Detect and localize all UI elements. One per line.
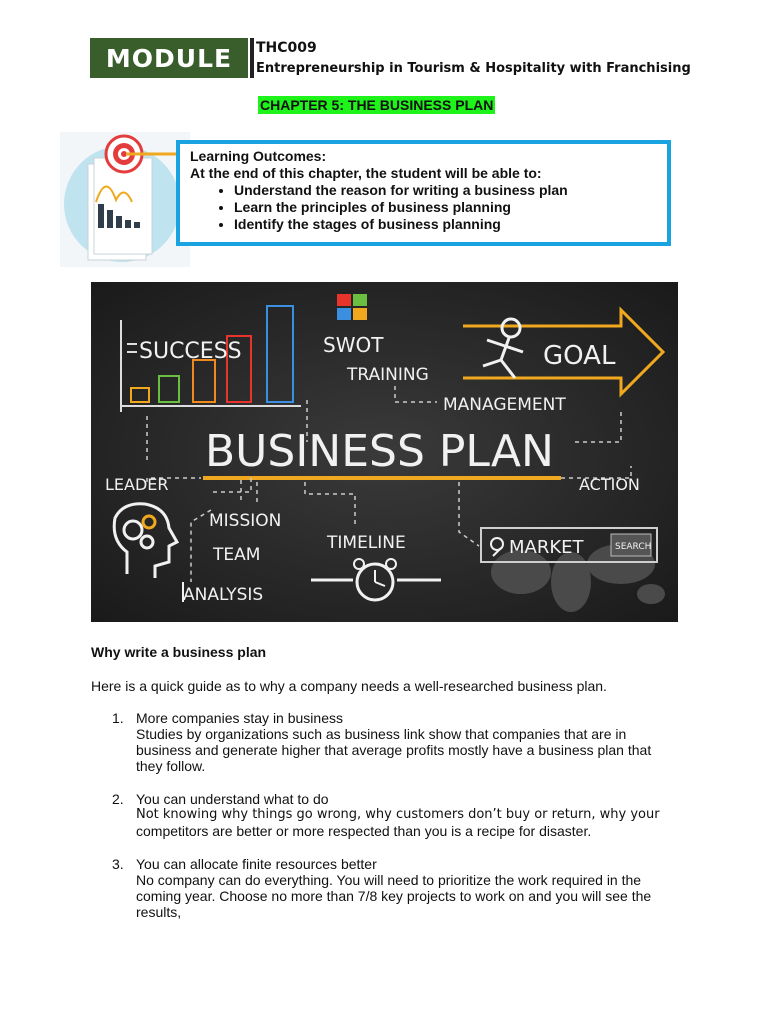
- section-title: Why write a business plan: [91, 644, 267, 660]
- course-title: Entrepreneurship in Tourism & Hospitality with Franchising: [256, 61, 691, 76]
- word-mission: MISSION: [209, 511, 282, 531]
- word-goal: GOAL: [543, 341, 616, 371]
- list-number: 3.: [112, 856, 124, 872]
- reason-desc: No company can do everything. You will need to prioritize the work required in the coming year. Choose no more than 7/8 key projects to work on and you will see the results,: [136, 872, 652, 920]
- word-market: MARKET: [509, 537, 584, 558]
- target-report-icon: [60, 132, 190, 267]
- learning-outcomes-list: [190, 182, 568, 233]
- reason-title: You can allocate finite resources better: [136, 856, 377, 872]
- module-badge: MODULE: [90, 38, 250, 78]
- list-number: 1.: [112, 710, 124, 726]
- list-item: [91, 791, 691, 839]
- course-code: THC009: [256, 40, 317, 56]
- word-training: TRAINING: [347, 365, 429, 385]
- learning-outcomes-title: Learning Outcomes:: [190, 148, 327, 164]
- list-item: • Identify the stages of business planning: [234, 216, 568, 233]
- word-timeline: TIMELINE: [327, 533, 406, 553]
- word-action: ACTION: [579, 475, 640, 494]
- word-success: SUCCESS: [139, 339, 242, 364]
- word-team: TEAM: [213, 545, 261, 565]
- word-business-plan: BUSINESS PLAN: [205, 426, 554, 477]
- word-analysis: ANALYSIS: [183, 585, 264, 605]
- list-item: • Understand the reason for writing a business plan: [234, 182, 568, 199]
- reason-desc: Studies by organizations such as business link show that companies that are in business and generate higher that average profits mostly have a business plan that they follow.: [136, 726, 652, 774]
- learning-outcomes: [190, 148, 568, 233]
- reason-desc: Not knowing why things go wrong, why customers don’t buy or return, why your: [136, 807, 660, 822]
- business-plan-chalkboard: [91, 282, 678, 622]
- reasons-list: [91, 710, 691, 937]
- section-intro: Here is a quick guide as to why a company needs a well-researched business plan.: [91, 678, 607, 694]
- reason-desc: competitors are better or more respected than you is a recipe for disaster.: [136, 823, 592, 839]
- word-swot: SWOT: [323, 333, 384, 357]
- list-item: • Learn the principles of business planning: [234, 199, 568, 216]
- reason-title: More companies stay in business: [136, 710, 343, 726]
- chapter-title: CHAPTER 5: THE BUSINESS PLAN: [260, 97, 494, 113]
- word-search: SEARCH: [615, 542, 652, 552]
- word-management: MANAGEMENT: [443, 395, 566, 415]
- list-number: 2.: [112, 791, 124, 807]
- reason-title: You can understand what to do: [136, 791, 329, 807]
- learning-outcomes-intro: At the end of this chapter, the student will be able to:: [190, 165, 542, 181]
- list-item: [91, 856, 691, 920]
- word-leader: LEADER: [105, 475, 169, 494]
- list-item: [91, 710, 691, 774]
